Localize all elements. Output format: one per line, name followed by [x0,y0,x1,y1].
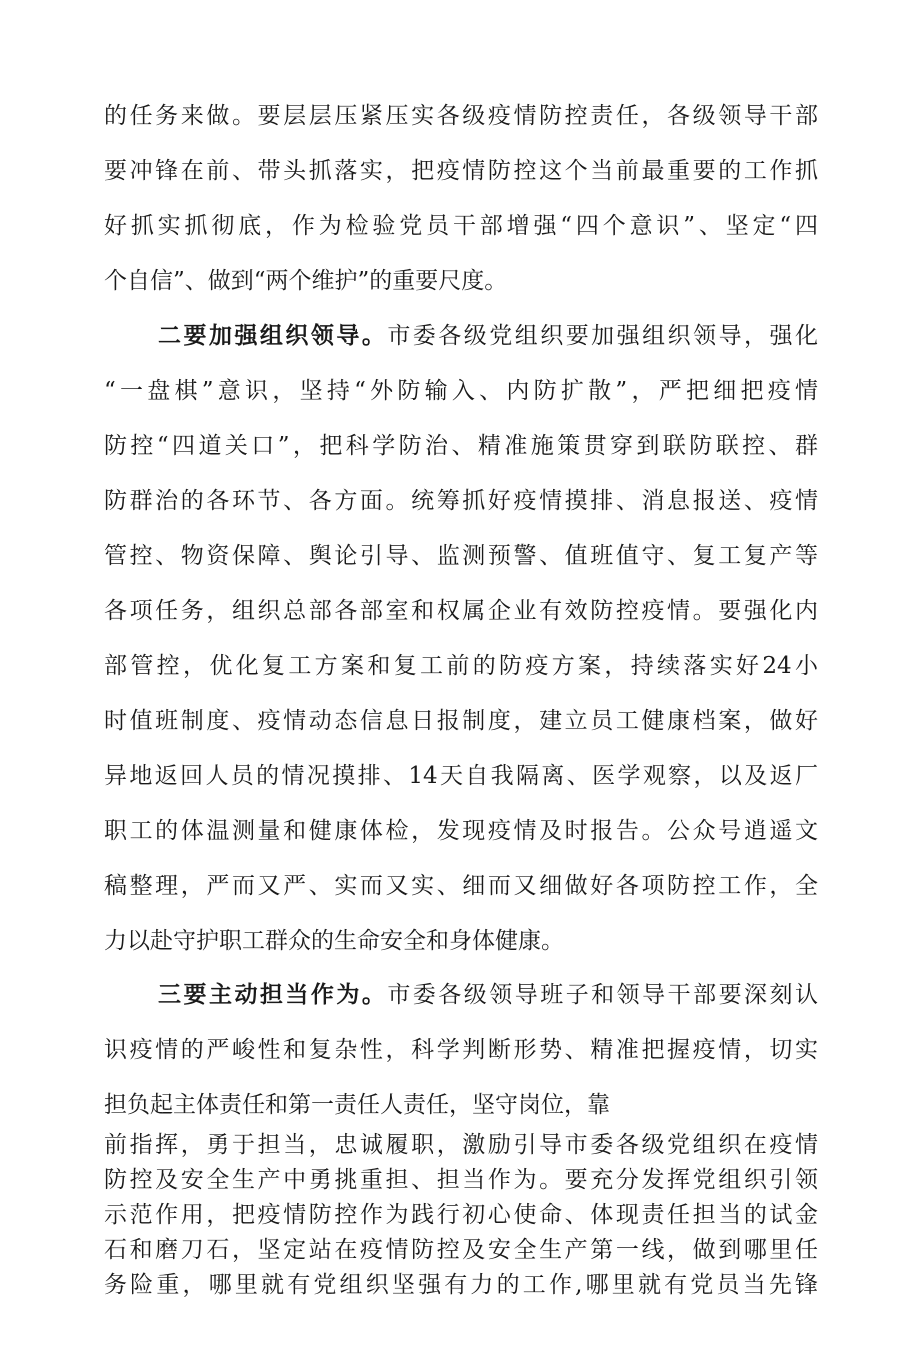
paragraph-3-line-5: 防控及安全生产中勇挑重担、担当作为。要充分发挥党组织引领 [104,1167,818,1193]
paragraph-3-line-2: 识疫情的严峻性和复杂性，科学判断形势、精准把握疫情，切实 [104,1037,818,1063]
paragraph-3-line-1 [158,980,818,1010]
paragraph-3-heading: 三要主动担当作为。 [158,981,388,1008]
paragraph-2-line-10: 职工的体温测量和健康体检，发现疫情及时报告。公众号逍遥文 [104,818,818,844]
paragraph-2-line-5: 管控、物资保障、舆论引导、监测预警、值班值守、复工复产等 [104,543,818,569]
paragraph-2-line-12: 力以赴守护职工群众的生命安全和身体健康。 [104,928,564,954]
paragraph-3-line-8: 务险重，哪里就有党组织坚强有力的工作,哪里就有党员当先锋 [104,1272,818,1298]
paragraph-2-line-6: 各项任务，组织总部各部室和权属企业有效防控疫情。要强化内 [104,598,818,624]
paragraph-2-line-8: 时值班制度、疫情动态信息日报制度，建立员工健康档案，做好 [104,708,818,734]
paragraph-1-line-1: 的任务来做。要层层压紧压实各级疫情防控责任，各级领导干部 [104,103,818,129]
paragraph-2-line-7: 部管控，优化复工方案和复工前的防疫方案，持续落实好24小 [104,653,818,679]
paragraph-2-line-1 [158,321,818,351]
paragraph-1-line-4: 个自信”、做到“两个维护”的重要尺度。 [104,268,508,294]
paragraph-2-line-11: 稿整理，严而又严、实而又实、细而又细做好各项防控工作，全 [104,873,818,899]
paragraph-2-line-3: 防控“四道关口”，把科学防治、精准施策贯穿到联防联控、群 [104,433,818,459]
paragraph-3-line-6: 示范作用，把疫情防控作为践行初心使命、体现责任担当的试金 [104,1202,818,1228]
paragraph-1-line-2: 要冲锋在前、带头抓落实，把疫情防控这个当前最重要的工作抓 [104,158,818,184]
paragraph-3-line-1-rest: 市委各级领导班子和领导干部要深刻认 [387,982,819,1008]
paragraph-3-line-7: 石和磨刀石，坚定站在疫情防控及安全生产第一线，做到哪里任 [104,1237,818,1263]
paragraph-2-line-1-rest: 市委各级党组织要加强组织领导，强化 [387,323,819,349]
paragraph-2-line-9: 异地返回人员的情况摸排、14天自我隔离、医学观察，以及返厂 [104,763,818,789]
paragraph-1-line-3: 好抓实抓彻底，作为检验党员干部增强“四个意识”、坚定“四 [104,213,818,239]
paragraph-2-heading: 二要加强组织领导。 [158,322,388,349]
paragraph-3-line-4: 前指挥，勇于担当，忠诚履职，激励引导市委各级党组织在疫情 [104,1132,818,1158]
paragraph-2-line-4: 防群治的各环节、各方面。统筹抓好疫情摸排、消息报送、疫情 [104,488,818,514]
paragraph-2-line-2: “一盘棋”意识，坚持“外防输入、内防扩散”，严把细把疫情 [104,378,818,404]
paragraph-3-line-3: 担负起主体责任和第一责任人责任，坚守岗位，靠 [104,1092,610,1118]
